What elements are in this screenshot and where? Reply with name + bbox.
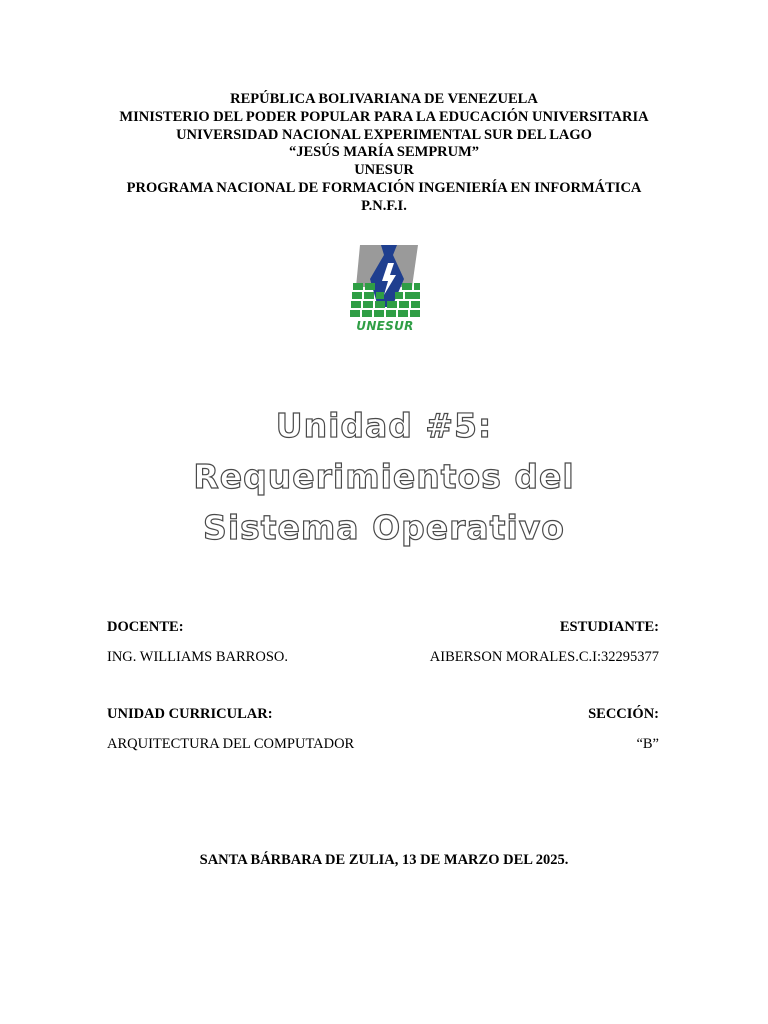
seccion-value: “B” <box>636 736 659 752</box>
header-line-universidad: UNIVERSIDAD NACIONAL EXPERIMENTAL SUR DEL LAGO <box>176 126 592 143</box>
header-line-republica: REPÚBLICA BOLIVARIANA DE VENEZUELA <box>230 91 538 107</box>
title-line-sistema: Sistema Operativo <box>203 508 565 547</box>
estudiante-value: AIBERSON MORALES.C.I:32295377 <box>429 649 659 665</box>
logo-wordmark: UNESUR <box>356 319 414 333</box>
estudiante-label: ESTUDIANTE: <box>559 619 659 635</box>
header-line-programa: PROGRAMA NACIONAL DE FORMACIÓN INGENIERÍA EN INFORMÁTICA <box>126 179 642 196</box>
header-line-ministerio: MINISTERIO DEL PODER POPULAR PARA LA EDUCACIÓN UNIVERSITARIA <box>119 108 649 125</box>
header-block <box>0 91 768 216</box>
document-title <box>0 400 768 553</box>
header-line-pnfi: P.N.F.I. <box>361 197 407 214</box>
header-line-jesus-maria: “JESÚS MARÍA SEMPRUM” <box>288 144 480 161</box>
header-line-unesur: UNESUR <box>354 162 414 179</box>
unidad-curricular-label: UNIDAD CURRICULAR: <box>107 706 273 722</box>
unesur-logo <box>348 243 422 335</box>
unidad-curricular-value: ARQUITECTURA DEL COMPUTADOR <box>107 736 355 752</box>
title-line-requerimientos: Requerimientos del <box>193 457 575 496</box>
seccion-label: SECCIÓN: <box>588 706 659 722</box>
docente-label: DOCENTE: <box>107 619 184 635</box>
docente-value: ING. WILLIAMS BARROSO. <box>107 649 288 665</box>
title-line-unidad: Unidad #5: <box>275 406 493 445</box>
place-date-line: SANTA BÁRBARA DE ZULIA, 13 DE MARZO DEL 2025. <box>199 852 569 868</box>
